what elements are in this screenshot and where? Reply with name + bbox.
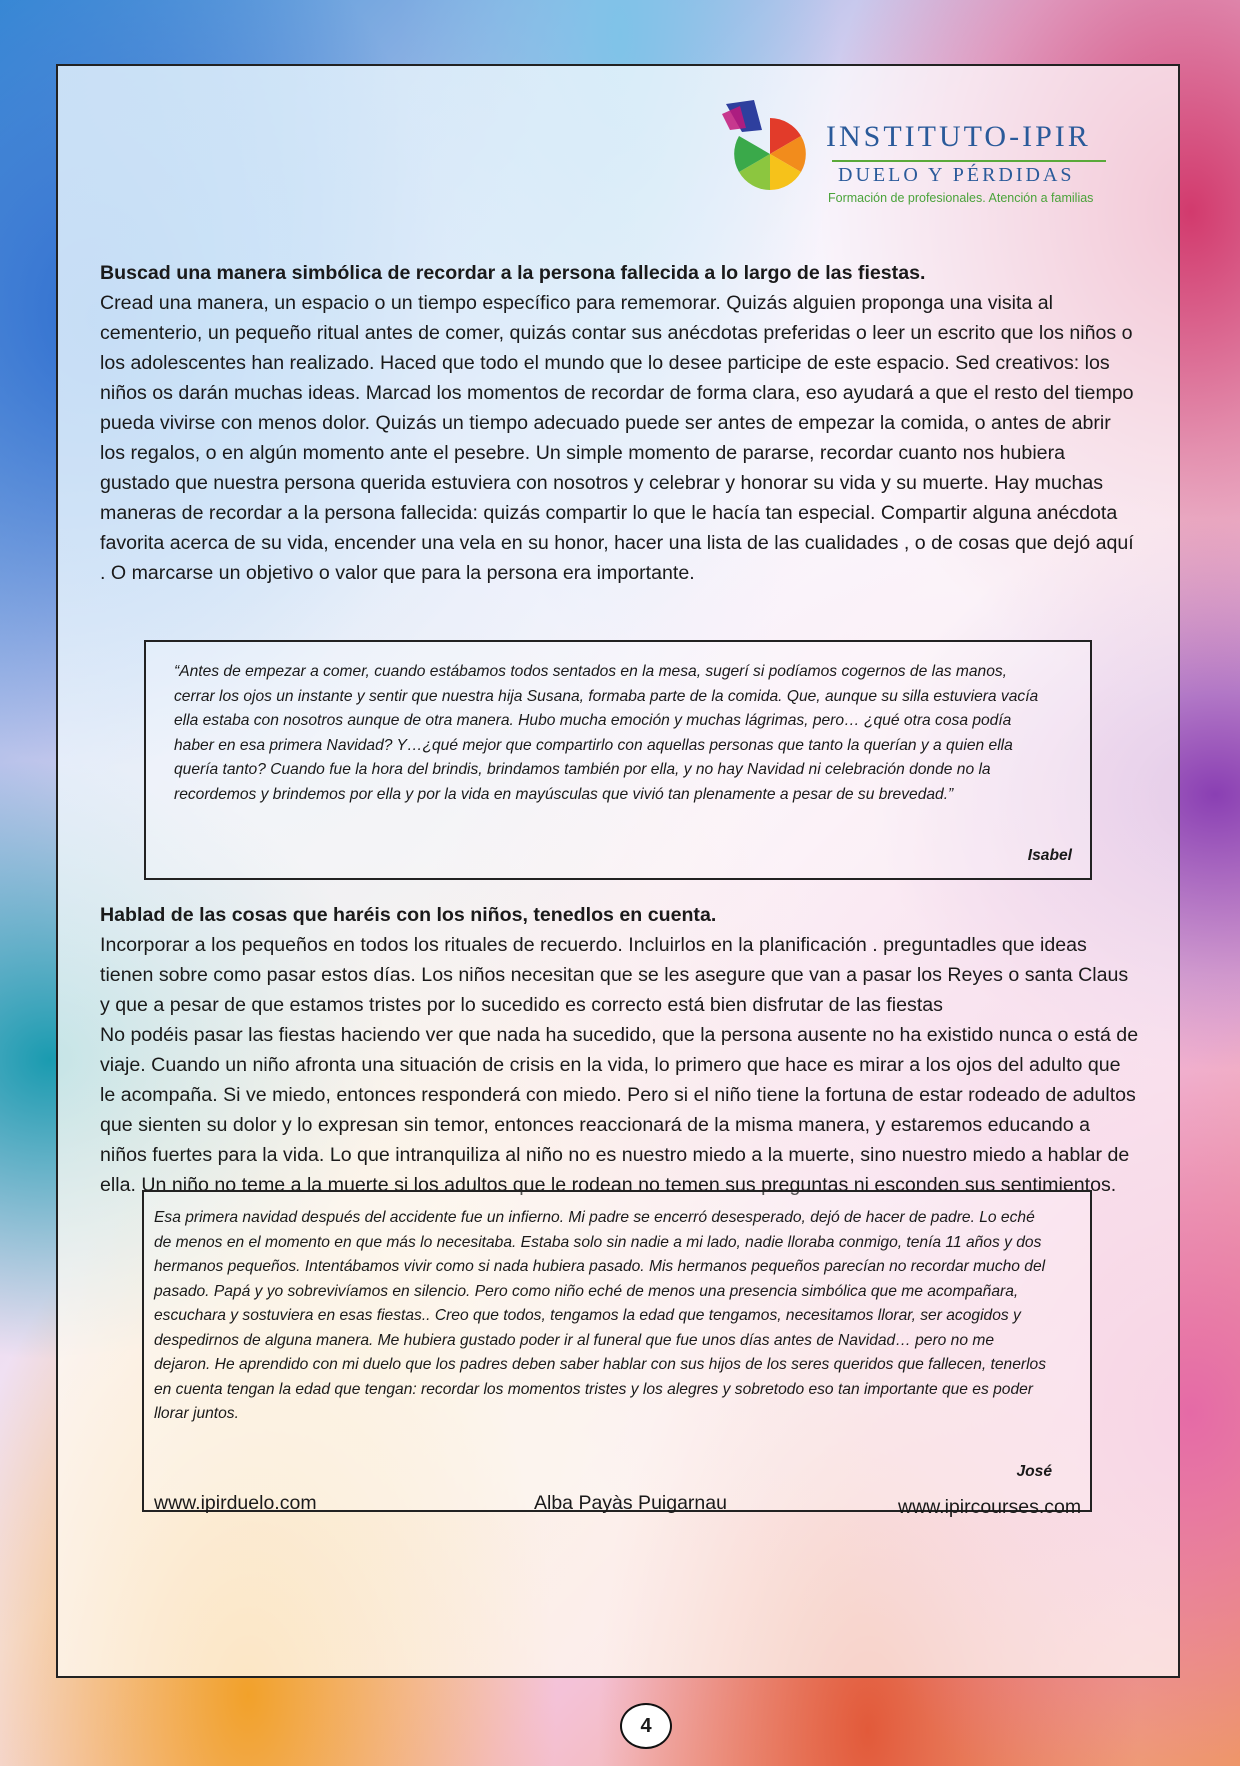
testimonial-box bbox=[144, 640, 1092, 880]
brand-name: INSTITUTO-IPIR bbox=[826, 120, 1091, 153]
section-paragraph: Incorporar a los pequeños en todos los rituales de recuerdo. Incluirlos en la planificación . preguntadles que ideas tienen sobre como pasar estos días. Los niños necesitan que se les asegure que van a pasar los Reyes o santa Claus y que a pesar de que estamos tristes por lo sucedido es correcto está bien disfrutar de las fiestas bbox=[100, 934, 1129, 1016]
testimonial-text: “Antes de empezar a comer, cuando estábamos todos sentados en la mesa, sugerí si podíamos cogernos de las manos, cerrar los ojos un instante y sentir que nuestra hija Susana, formaba parte de la comida. Que, aunque su silla estuviera vacía ella estaba con nosotros aunque de otra manera. Hubo mucha emoción y muchas lágrimas, pero… ¿qué otra cosa podía haber en esa primera Navidad? Y…¿qué mejor que compartirlo con aquellas personas que tanto la querían y a quien ella quería tanto? Cuando fue la hora del brindis, brindamos también por ella, y no hay Navidad ni celebración donde no la recordemos y brindemos por ella y por la vida en mayúsculas que vivió tan plenamente a pesar de su brevedad.” bbox=[174, 663, 1039, 803]
testimonial-text: Esa primera navidad después del accidente fue un infierno. Mi padre se encerró desesperado, dejó de hacer de padre. Lo eché de menos en el momento en que más lo necesitaba. Estaba solo sin nadie a mi lado, nadie lloraba conmigo, tenía 11 años y dos hermanos pequeños. Intentábamos vivir como si nada hubiera pasado. Mis hermanos pequeños parecían no recordar mucho del pasado. Papá y yo sobrevivíamos en silencio. Pero como niño eché de menos una presencia simbólica que me acompañara, escuchara y sostuviera en esas fiestas.. Creo que todos, tengamos la edad que tengamos, necesitamos llorar, ser acogidos y despedirnos de alguna manera. Me hubiera gustado poder ir al funeral que fue unos días antes de Navidad… pero no me dejaron. He aprendido con mi duelo que los padres deben saber hablar con sus hijos de los seres queridos que fallecen, tenerlos en cuenta tengan la edad que tengan: recordar los momentos tristes y los alegres y sobretodo eso tan importante que es poder llorar juntos. bbox=[154, 1209, 1047, 1422]
testimonial-author: Isabel bbox=[1027, 846, 1072, 864]
testimonial-author: José bbox=[1016, 1462, 1052, 1480]
footer-author: Alba Payàs Puigarnau bbox=[534, 1492, 727, 1514]
section-children bbox=[100, 900, 1140, 1200]
institute-logo bbox=[720, 100, 1140, 210]
color-wheel-logo-icon bbox=[720, 100, 820, 208]
footer-courses-link[interactable]: www.ipircourses.com bbox=[898, 1496, 1082, 1518]
testimonial-box bbox=[142, 1190, 1092, 1512]
page-number: 4 bbox=[620, 1703, 672, 1749]
section-paragraph: Cread una manera, un espacio o un tiempo específico para rememorar. Quizás alguien proponga una visita al cementerio, un pequeño ritual antes de comer, quizás contar sus anécdotas preferidas o leer un escrito que los niños o los adolescentes han realizado. Haced que todo el mundo que lo desee participe de este espacio. Sed creativos: los niños os darán muchas ideas. Marcad los momentos de recordar de forma clara, eso ayudará a que el resto del tiempo pueda vivirse con menos dolor. Quizás un tiempo adecuado puede ser antes de empezar la comida, o antes de abrir los regalos, o en algún momento ante el pesebre. Un simple momento de pararse, recordar cuanto nos hubiera gustado que nuestra persona querida estuviera con nosotros y celebrar y honorar su vida y su muerte. Hay muchas maneras de recordar a la persona fallecida: quizás compartir lo que le hacía tan especial. Compartir alguna anécdota favorita acerca de su vida, encender una vela en su honor, hacer una lista de las cualidades , o de cosas que dejó aquí . O marcarse un objetivo o valor que para la persona era importante. bbox=[100, 292, 1134, 584]
footer-website-link[interactable]: www.ipirduelo.com bbox=[154, 1492, 317, 1514]
content-panel bbox=[56, 64, 1180, 1678]
section-heading: Buscad una manera simbólica de recordar a la persona fallecida a lo largo de las fiestas. bbox=[100, 262, 926, 284]
brand-tagline: Formación de profesionales. Atención a familias bbox=[828, 191, 1094, 205]
section-paragraph: No podéis pasar las fiestas haciendo ver que nada ha sucedido, que la persona ausente no ha existido nunca o está de viaje. Cuando un niño afronta una situación de crisis en la vida, lo primero que hace es mirar a los ojos del adulto que le acompaña. Si ve miedo, entonces responderá con miedo. Pero si el niño tiene la fortuna de estar rodeado de adultos que sienten su dolor y lo expresan sin temor, entonces reaccionará de la misma manera, y estaremos educando a niños fuertes para la vida. Lo que intranquiliza al niño no es nuestro miedo a la muerte, sino nuestro miedo a hablar de ella. Un niño no teme a la muerte si los adultos que le rodean no temen sus preguntas ni esconden sus sentimientos. bbox=[100, 1024, 1139, 1196]
logo-divider bbox=[832, 160, 1106, 162]
section-remember bbox=[100, 258, 1140, 588]
section-heading: Hablad de las cosas que haréis con los niños, tenedlos en cuenta. bbox=[100, 904, 717, 926]
brand-subtitle: DUELO Y PÉRDIDAS bbox=[838, 164, 1075, 186]
